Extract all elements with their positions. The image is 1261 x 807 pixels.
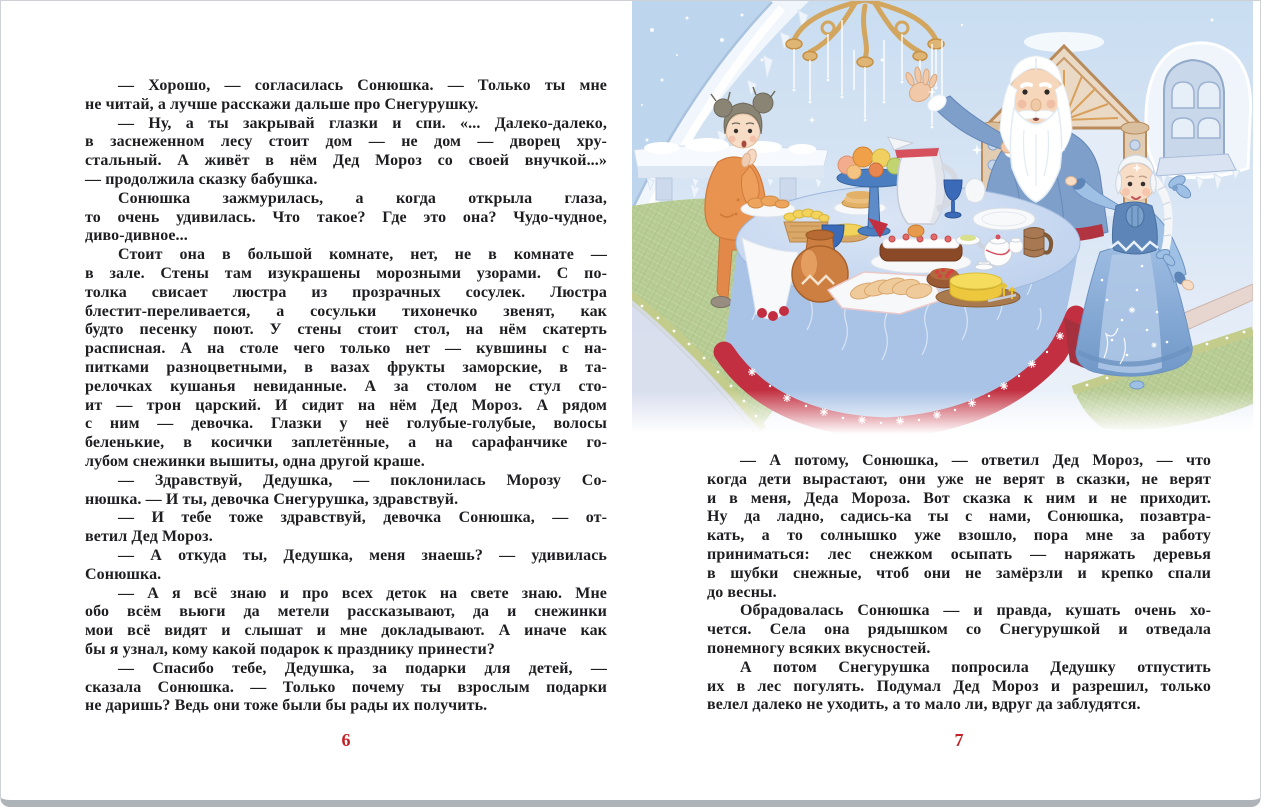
text-line: — Ну, а ты закрывай глазки и спи. «... Далеко-далеко,: [118, 114, 607, 132]
text-line: в заснеженном лесу стоит дом — не дом — дворец хру-: [85, 133, 607, 151]
text-line: сказала Сонюшка. — Только почему ты взрослым подарки: [85, 678, 607, 696]
text-line: — Здравствуй, Дедушка, — поклонилась Морозу Со-: [118, 471, 607, 489]
text-line: приниматься: лес снежком осыпать — наряжать деревья: [707, 545, 1211, 563]
text-line: — А откуда ты, Дедушка, меня знаешь? — удивилась: [118, 546, 607, 564]
text-line: — А я всё знаю и про всех деток на свете знаю. Мне: [118, 584, 607, 602]
text-line: — А потому, Сонюшка, — ответил Дед Мороз, — что: [740, 452, 1211, 469]
text-line: до весны.: [707, 583, 777, 601]
text-line: то очень удивилась. Что такое? Где это она? Чудо-чудное,: [85, 208, 607, 226]
text-line: кать, а то солнышко уже взошло, пора мне за работу: [707, 527, 1211, 545]
text-line: — И тебе тоже здравствуй, девочка Сонюшка, — от-: [118, 509, 607, 527]
text-line: не даришь? Ведь они тоже были бы рады их получить.: [85, 697, 488, 715]
text-line: диво-дивное...: [85, 227, 188, 245]
text-line: и в меня, Деда Мороза. Вот сказка к ним и не приходит.: [707, 489, 1211, 507]
text-line: — продолжила сказку бабушка.: [85, 170, 318, 188]
ice-window: [1146, 43, 1251, 195]
text-line: велел далеко не уходить, а то мало ли, вдруг да заблудятся.: [707, 696, 1141, 714]
text-line: блестит-переливается, а сосульки тихонечко звенят, как: [85, 302, 607, 320]
text-line: — Хорошо, — согласилась Сонюшка. — Только ты мне: [118, 77, 607, 94]
text-line: беленькие, в косички заплетённые, а на сарафанчике го-: [85, 434, 607, 452]
text-line: релочках кушанья невиданные. А за столом не стул сто-: [85, 377, 607, 395]
text-line: стальный. А живёт в нём Дед Мороз со своей внучкой...»: [85, 152, 607, 170]
text-line: в шубки снежные, чтоб они не замёрзли и крепко спали: [707, 564, 1211, 582]
text-line: — Спасибо тебе, Дедушка, за подарки для детей, —: [118, 659, 607, 677]
text-line: расписная. А на столе чего только нет — кувшины с на-: [85, 340, 607, 358]
text-line: питками разноцветными, в вазах фрукты заморские, в та-: [85, 358, 607, 376]
text-line: А потом Снегурушка попросила Дедушку отпустить: [740, 658, 1211, 676]
text-line: в зале. Стены там изукрашены морозными узорами. С по-: [85, 264, 607, 282]
text-line: будто песенку поют. У стены стоит стол, на нём скатерть: [85, 321, 607, 339]
text-line: их в лес погулять. Подумал Дед Мороз и разрешил, только: [707, 677, 1211, 695]
text-line: Сонюшка.: [85, 565, 162, 583]
text-line: бы я узнал, кому какой подарок к празднику принести?: [85, 640, 495, 658]
text-line: ит — трон царский. И сидит на нём Дед Мороз. А рядом: [85, 396, 607, 414]
text-line: чется. Села она рядышком со Снегурушкой и отведала: [707, 621, 1211, 639]
page-number-left: 6: [341, 730, 351, 750]
text-line: с ним — девочка. Глазки у неё голубые-голубые, волосы: [85, 415, 607, 433]
text-line: нюшка. — И ты, девочка Снегурушка, здравствуй.: [85, 490, 459, 508]
text-line: мои всё видят и слышат и мне докладывают. А иначе как: [85, 622, 607, 640]
text-line: ветил Дед Мороз.: [85, 528, 213, 546]
text-line: не читай, а лучше расскажи дальше про Снегурушку.: [85, 95, 479, 113]
page-number-right: 7: [954, 730, 964, 750]
text-line: лубом снежинки вышиты, одна другой краше.: [85, 452, 425, 470]
text-line: Обрадовалась Сонюшка — и правда, кушать очень хо-: [740, 602, 1211, 620]
text-line: толка свисает люстра из прозрачных сосулек. Люстра: [85, 283, 607, 301]
text-line: когда дети вырастают, они уже не верят в сказки, не верят: [707, 470, 1211, 488]
text-line: Стоит она в большой комнате, нет, не в комнате —: [118, 246, 607, 264]
text-line: Ну да ладно, садись-ка ты с нами, Сонюшка, позавтра-: [707, 508, 1211, 526]
page-left-text: [85, 77, 607, 716]
text-line: обо всём вьюги да метели рассказывают, да и снежинки: [85, 603, 607, 621]
page-right-text: [707, 452, 1211, 715]
illustration-fade: [632, 390, 1253, 445]
illustration: [632, 0, 1253, 445]
text-line: понемногу всяких вкусностей.: [707, 639, 931, 657]
text-line: Сонюшка зажмурилась, а когда открыла глаза,: [118, 189, 607, 207]
